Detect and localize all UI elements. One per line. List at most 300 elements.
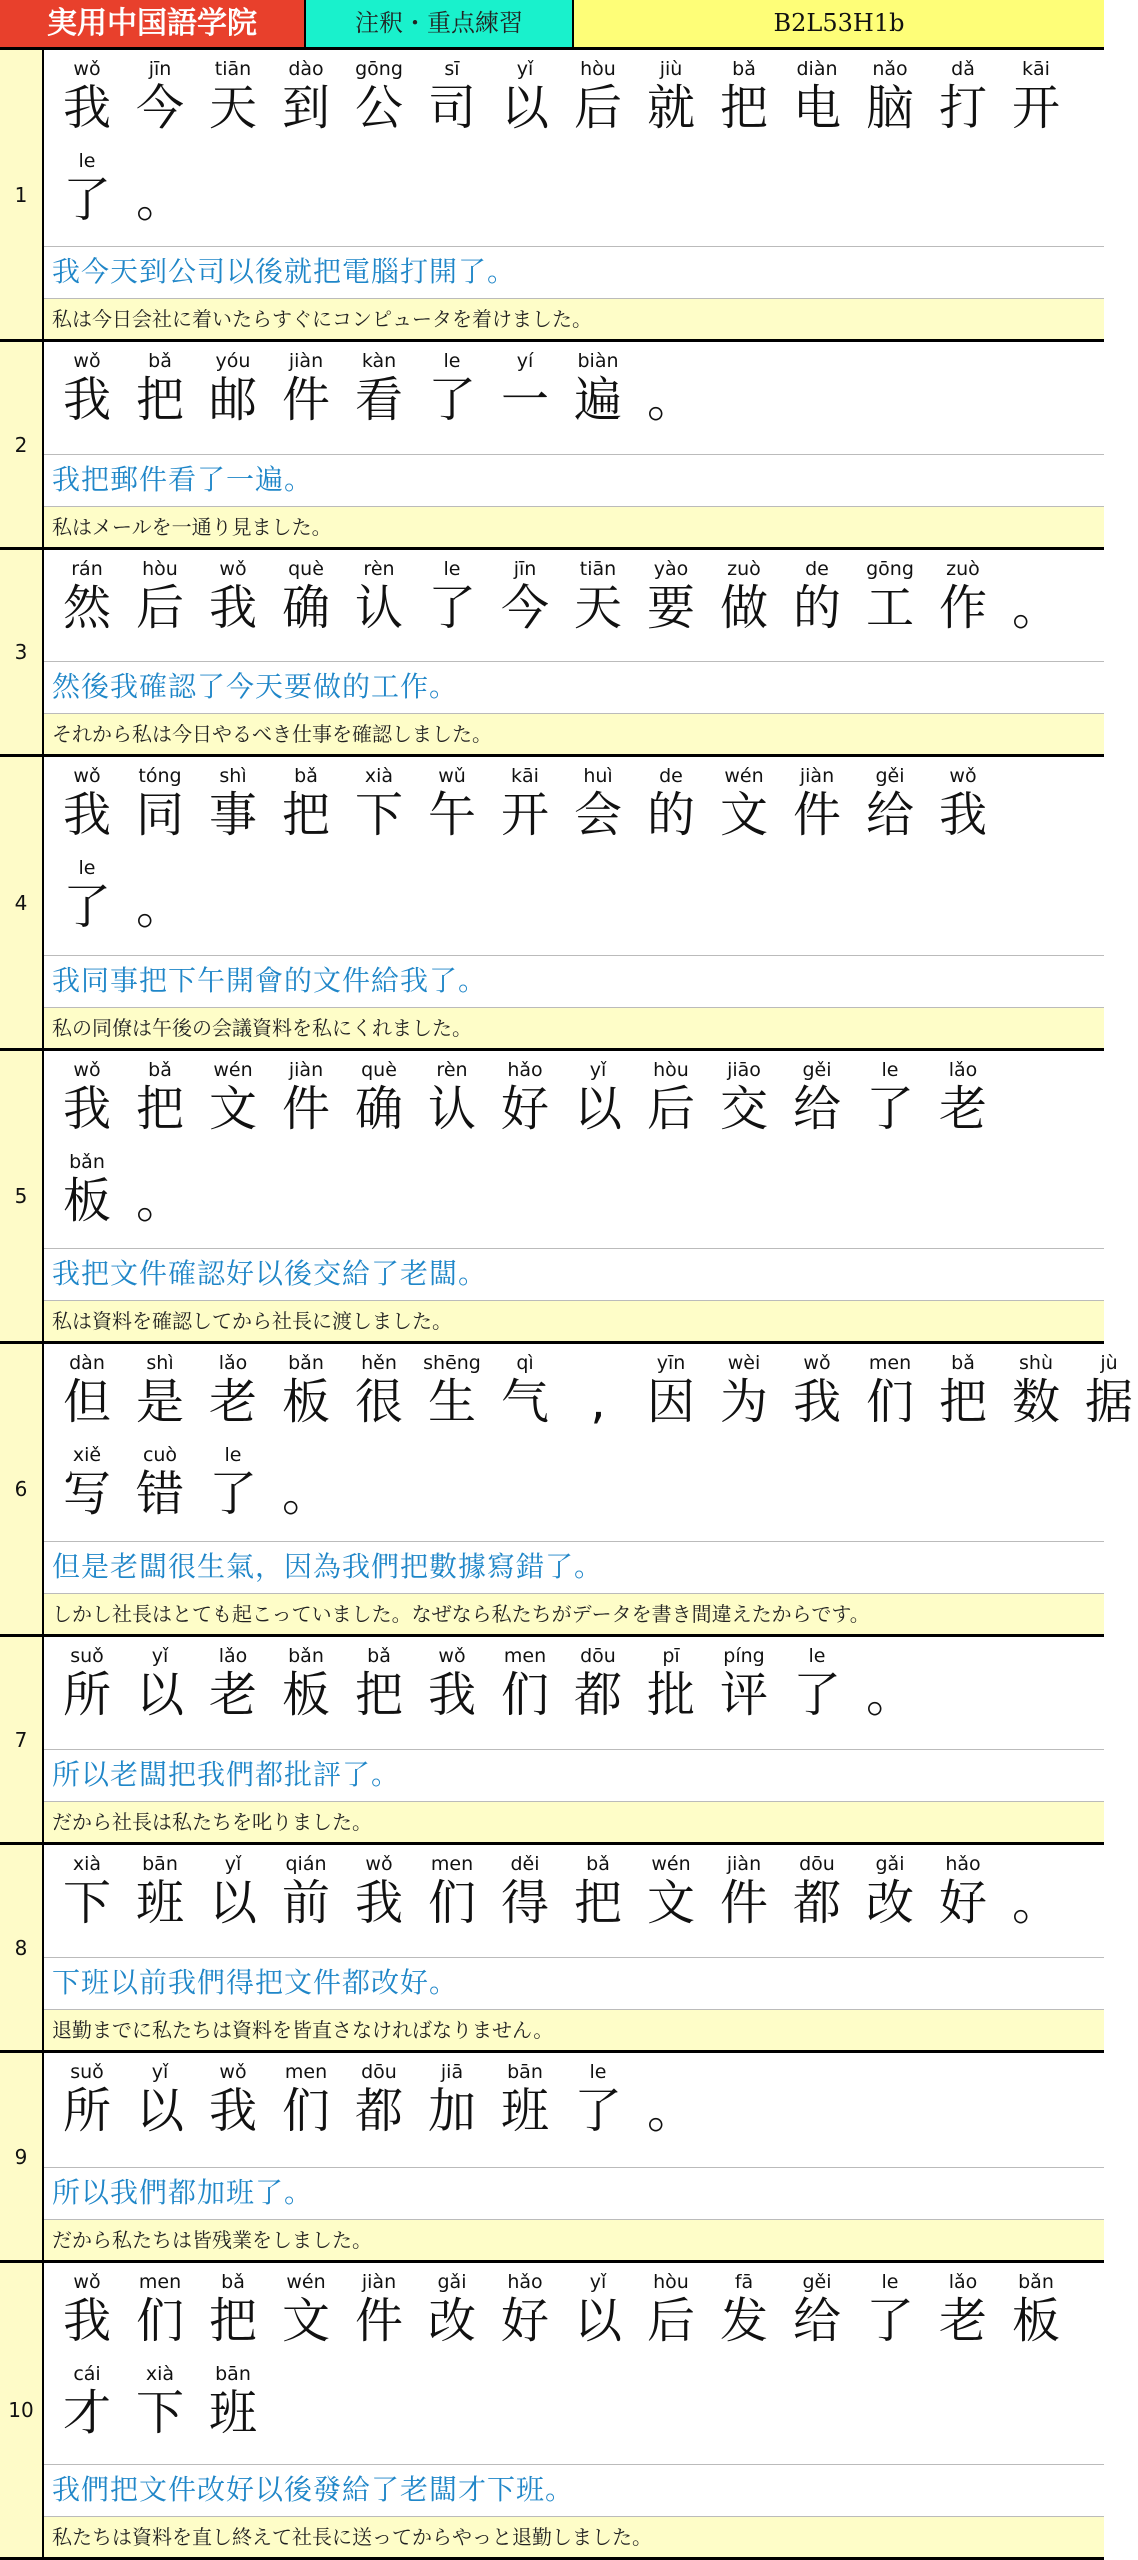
char-cell — [496, 56, 554, 148]
char-cell — [642, 556, 700, 648]
char-cell — [204, 348, 262, 440]
pinyin: le — [443, 350, 461, 372]
hanzi: 发 — [719, 2293, 768, 2349]
pinyin: xiě — [72, 1444, 102, 1466]
japanese-translation: 私の同僚は午後の会議資料を私にくれました。 — [44, 1007, 1104, 1048]
hanzi: 了 — [62, 172, 111, 228]
row-number: 5 — [0, 1051, 44, 1341]
pinyin: jiàn — [799, 765, 835, 787]
pinyin: fā — [734, 2271, 754, 2293]
hanzi: 。 — [135, 1173, 184, 1229]
char-cell — [277, 1442, 335, 1534]
hanzi: 都 — [792, 1875, 841, 1931]
hanzi: 评 — [719, 1667, 768, 1723]
char-cell — [131, 1057, 189, 1149]
hanzi: 都 — [573, 1667, 622, 1723]
pinyin: diàn — [796, 58, 838, 80]
char-cell — [569, 2269, 627, 2361]
char-cell — [204, 2361, 262, 2453]
pinyin: wǒ — [73, 58, 101, 80]
char-cell — [131, 1643, 189, 1735]
char-cell — [204, 1643, 262, 1735]
char-cell — [715, 2269, 773, 2361]
pinyin: gěi — [875, 765, 905, 787]
char-cell — [496, 556, 554, 648]
hanzi: 我 — [62, 372, 111, 428]
char-cell — [204, 556, 262, 648]
hanzi: 。 — [135, 879, 184, 935]
pinyin: wén — [213, 1059, 253, 1081]
char-cell — [788, 2269, 846, 2361]
hanzi: 加 — [427, 2083, 476, 2139]
char-cell — [423, 556, 481, 648]
char-cell — [715, 1851, 773, 1943]
char-cell — [204, 1350, 262, 1442]
pinyin: hòu — [580, 58, 616, 80]
hanzi: 交 — [719, 1081, 768, 1137]
pinyin: wǒ — [73, 2271, 101, 2293]
pinyin: xià — [364, 765, 394, 787]
hanzi: 了 — [792, 1667, 841, 1723]
char-cell — [58, 763, 116, 855]
char-cell — [423, 1057, 481, 1149]
japanese-translation: だから私たちは皆残業をしました。 — [44, 2219, 1104, 2260]
hanzi: 们 — [427, 1875, 476, 1931]
hanzi: 老 — [208, 1667, 257, 1723]
pinyin: gǎi — [437, 2271, 467, 2293]
pinyin: wǒ — [73, 1059, 101, 1081]
pinyin: què — [288, 558, 324, 580]
char-cell — [131, 2269, 189, 2361]
hanzi: 工 — [865, 580, 914, 636]
pinyin: hǎo — [507, 2271, 543, 2293]
hanzi: 的 — [792, 580, 841, 636]
char-cell — [934, 1057, 992, 1149]
japanese-translation: それから私は今日やるべき仕事を確認しました。 — [44, 713, 1104, 754]
pinyin: wǔ — [438, 765, 466, 787]
pinyin: le — [881, 2271, 899, 2293]
hanzi: 开 — [1011, 80, 1060, 136]
hanzi: 改 — [427, 2293, 476, 2349]
hanzi: 我 — [208, 2083, 257, 2139]
char-cell — [496, 1851, 554, 1943]
pinyin: hòu — [653, 1059, 689, 1081]
hanzi: 把 — [573, 1875, 622, 1931]
pinyin: dào — [288, 58, 324, 80]
hanzi: 到 — [281, 80, 330, 136]
hanzi: 我 — [938, 787, 987, 843]
hanzi: 文 — [208, 1081, 257, 1137]
pinyin: nǎo — [872, 58, 908, 80]
pinyin: bǎn — [288, 1352, 324, 1374]
char-cell — [496, 1057, 554, 1149]
char-cell — [569, 1057, 627, 1149]
row-number: 6 — [0, 1344, 44, 1634]
char-cell — [788, 1643, 846, 1735]
pinyin: dàn — [69, 1352, 105, 1374]
traditional-text: 我們把文件改好以後發給了老闆才下班。 — [44, 2464, 1104, 2516]
hanzi: 件 — [792, 787, 841, 843]
japanese-translation: 私は資料を確認してから社長に渡しました。 — [44, 1300, 1104, 1341]
hanzi-line — [58, 855, 1104, 947]
char-cell — [350, 1057, 408, 1149]
hanzi: 开 — [500, 787, 549, 843]
hanzi: 以 — [500, 80, 549, 136]
char-cell — [934, 1851, 992, 1943]
char-cell — [131, 556, 189, 648]
pinyin: lǎo — [948, 2271, 978, 2293]
pinyin: le — [78, 857, 96, 879]
char-cell — [642, 1643, 700, 1735]
pinyin: rán — [71, 558, 103, 580]
char-cell — [569, 348, 627, 440]
hanzi: 。 — [1011, 580, 1060, 636]
char-cell — [1007, 56, 1065, 148]
char-cell — [569, 1851, 627, 1943]
char-cell — [277, 2059, 335, 2151]
pinyin: lǎo — [218, 1645, 248, 1667]
hanzi: 们 — [865, 1374, 914, 1430]
hanzi: 下 — [135, 2385, 184, 2441]
char-cell — [861, 1057, 919, 1149]
hanzi: 班 — [208, 2385, 257, 2441]
pinyin: xià — [145, 2363, 175, 2385]
pinyin: wǒ — [73, 765, 101, 787]
pinyin: wǒ — [365, 1853, 393, 1875]
pinyin: xià — [72, 1853, 102, 1875]
hanzi: 以 — [135, 2083, 184, 2139]
char-cell — [350, 348, 408, 440]
hanzi: 了 — [865, 1081, 914, 1137]
char-cell — [204, 1057, 262, 1149]
hanzi: 后 — [646, 1081, 695, 1137]
hanzi: 文 — [281, 2293, 330, 2349]
japanese-translation: 私たちは資料を直し終えて社長に送ってからやっと退勤しました。 — [44, 2516, 1104, 2557]
char-cell — [569, 556, 627, 648]
sentence-row — [0, 1637, 1104, 1845]
pinyin: zuò — [946, 558, 980, 580]
char-cell — [58, 1442, 116, 1534]
hanzi: 都 — [354, 2083, 403, 2139]
pinyin: pī — [662, 1645, 680, 1667]
pinyin: jiàn — [726, 1853, 762, 1875]
char-cell — [642, 2059, 700, 2151]
hanzi: 今 — [135, 80, 184, 136]
hanzi: 事 — [208, 787, 257, 843]
char-cell — [350, 763, 408, 855]
pinyin: bǎ — [294, 765, 318, 787]
pinyin: de — [659, 765, 683, 787]
hanzi: 后 — [573, 80, 622, 136]
hanzi: 把 — [135, 1081, 184, 1137]
pinyin: hòu — [653, 2271, 689, 2293]
pinyin: yǐ — [516, 58, 534, 80]
hanzi: 老 — [938, 2293, 987, 2349]
japanese-translation: 私はメールを一通り見ました。 — [44, 506, 1104, 547]
char-cell — [131, 1442, 189, 1534]
hanzi: 文 — [646, 1875, 695, 1931]
section-label: 注釈・重点練習 — [306, 0, 574, 47]
hanzi: 公 — [354, 80, 403, 136]
pinyin: bǎ — [951, 1352, 975, 1374]
hanzi: 一 — [500, 372, 549, 428]
hanzi: 板 — [1011, 2293, 1060, 2349]
pinyin: shì — [219, 765, 247, 787]
sentence-row — [0, 342, 1104, 550]
hanzi: 板 — [281, 1374, 330, 1430]
pinyin: qián — [285, 1853, 327, 1875]
pinyin: wǒ — [803, 1352, 831, 1374]
hanzi-line — [58, 1350, 1133, 1442]
row-number: 2 — [0, 342, 44, 547]
char-cell — [204, 2269, 262, 2361]
pinyin: yǐ — [589, 2271, 607, 2293]
hanzi: 作 — [938, 580, 987, 636]
traditional-text: 我把郵件看了一遍。 — [44, 454, 1104, 506]
hanzi: 打 — [938, 80, 987, 136]
hanzi: 天 — [573, 580, 622, 636]
hanzi: 把 — [208, 2293, 257, 2349]
hanzi: 批 — [646, 1667, 695, 1723]
char-cell — [350, 1350, 408, 1442]
pinyin: què — [361, 1059, 397, 1081]
hanzi-line — [58, 2269, 1104, 2361]
hanzi-line — [58, 1851, 1104, 1943]
hanzi-line — [58, 348, 1104, 440]
char-cell — [788, 56, 846, 148]
hanzi: 把 — [719, 80, 768, 136]
char-cell — [58, 1057, 116, 1149]
char-cell — [131, 2361, 189, 2453]
pinyin: dōu — [361, 2061, 397, 2083]
hanzi: 遍 — [573, 372, 622, 428]
traditional-text: 然後我確認了今天要做的工作。 — [44, 661, 1104, 713]
pinyin: gěi — [802, 1059, 832, 1081]
hanzi-line — [58, 2361, 1104, 2453]
hanzi: 以 — [573, 2293, 622, 2349]
hanzi: 我 — [62, 1081, 111, 1137]
char-cell — [788, 556, 846, 648]
hanzi: 文 — [719, 787, 768, 843]
pinyin: yǐ — [224, 1853, 242, 1875]
pinyin: men — [138, 2271, 182, 2293]
char-cell — [131, 1149, 189, 1241]
char-cell — [277, 1851, 335, 1943]
hanzi: 要 — [646, 580, 695, 636]
char-cell — [642, 1350, 700, 1442]
hanzi: 认 — [354, 580, 403, 636]
pinyin: dǎ — [951, 58, 975, 80]
hanzi: 今 — [500, 580, 549, 636]
pinyin: wén — [724, 765, 764, 787]
pinyin: men — [284, 2061, 328, 2083]
hanzi: 。 — [135, 172, 184, 228]
hanzi: 了 — [208, 1466, 257, 1522]
pinyin: tóng — [138, 765, 182, 787]
char-cell — [423, 1350, 481, 1442]
hanzi: 邮 — [208, 372, 257, 428]
pinyin: hěn — [361, 1352, 397, 1374]
pinyin: wǒ — [219, 558, 247, 580]
pinyin: jiāo — [727, 1059, 761, 1081]
pinyin: yí — [516, 350, 534, 372]
pinyin: kàn — [361, 350, 397, 372]
char-cell — [423, 56, 481, 148]
hanzi: 把 — [281, 787, 330, 843]
pinyin: shì — [146, 1352, 174, 1374]
char-cell — [715, 556, 773, 648]
char-cell — [788, 763, 846, 855]
pinyin: bān — [507, 2061, 543, 2083]
hanzi: 生 — [427, 1374, 476, 1430]
char-cell — [1007, 1851, 1065, 1943]
hanzi: 。 — [281, 1466, 330, 1522]
char-cell — [58, 56, 116, 148]
pinyin: shēng — [423, 1352, 481, 1374]
hanzi: 然 — [62, 580, 111, 636]
pinyin: de — [805, 558, 829, 580]
hanzi: 给 — [792, 1081, 841, 1137]
pinyin: jiàn — [288, 350, 324, 372]
hanzi: 确 — [281, 580, 330, 636]
char-cell — [861, 2269, 919, 2361]
hanzi: 的 — [646, 787, 695, 843]
pinyin: wǒ — [73, 350, 101, 372]
header-bar — [0, 0, 1104, 50]
char-cell — [58, 148, 116, 240]
char-cell — [861, 763, 919, 855]
pinyin: děi — [510, 1853, 540, 1875]
pinyin: dōu — [799, 1853, 835, 1875]
char-cell — [496, 1350, 554, 1442]
japanese-translation: 退勤までに私たちは資料を皆直さなければなりません。 — [44, 2009, 1104, 2050]
char-cell — [496, 763, 554, 855]
char-cell — [715, 1350, 773, 1442]
pinyin: bǎ — [732, 58, 756, 80]
traditional-text: 我今天到公司以後就把電腦打開了。 — [44, 246, 1104, 298]
pinyin: cái — [73, 2363, 101, 2385]
row-number: 10 — [0, 2263, 44, 2557]
hanzi: 天 — [208, 80, 257, 136]
hanzi: 电 — [792, 80, 841, 136]
pinyin: yào — [653, 558, 689, 580]
hanzi-line — [58, 56, 1104, 148]
pinyin: bǎ — [221, 2271, 245, 2293]
hanzi: 把 — [135, 372, 184, 428]
char-cell — [934, 763, 992, 855]
char-cell — [642, 763, 700, 855]
char-cell — [1080, 1350, 1138, 1442]
pinyin: kāi — [511, 765, 539, 787]
hanzi: 所 — [62, 2083, 111, 2139]
pinyin: cuò — [142, 1444, 178, 1466]
row-number: 4 — [0, 757, 44, 1048]
japanese-translation: だから社長は私たちを叱りました。 — [44, 1801, 1104, 1842]
hanzi: 数 — [1011, 1374, 1060, 1430]
hanzi: 老 — [208, 1374, 257, 1430]
pinyin: sī — [444, 58, 460, 80]
pinyin: shù — [1019, 1352, 1053, 1374]
char-cell — [204, 1851, 262, 1943]
hanzi: 以 — [135, 1667, 184, 1723]
pinyin: bǎ — [148, 350, 172, 372]
char-cell — [204, 763, 262, 855]
hanzi: 。 — [1011, 1875, 1060, 1931]
char-cell — [788, 1350, 846, 1442]
sentence-row — [0, 2263, 1104, 2560]
char-cell — [58, 1851, 116, 1943]
pinyin: gěi — [802, 2271, 832, 2293]
hanzi: 以 — [573, 1081, 622, 1137]
char-cell — [934, 556, 992, 648]
char-cell — [715, 56, 773, 148]
hanzi: 我 — [62, 80, 111, 136]
pinyin: le — [443, 558, 461, 580]
char-cell — [496, 2269, 554, 2361]
pinyin: tiān — [214, 58, 252, 80]
char-cell — [788, 1851, 846, 1943]
char-cell — [642, 2269, 700, 2361]
char-cell — [277, 2269, 335, 2361]
hanzi: 了 — [865, 2293, 914, 2349]
char-cell — [131, 1350, 189, 1442]
pinyin: men — [503, 1645, 547, 1667]
char-cell — [715, 1057, 773, 1149]
char-cell — [58, 1643, 116, 1735]
hanzi: 所 — [62, 1667, 111, 1723]
hanzi: , — [590, 1374, 606, 1430]
char-cell — [861, 56, 919, 148]
pinyin: hǎo — [507, 1059, 543, 1081]
hanzi-line — [58, 1442, 1104, 1534]
pinyin: bǎn — [69, 1151, 105, 1173]
pinyin: biàn — [577, 350, 619, 372]
char-cell — [204, 56, 262, 148]
char-cell — [642, 1851, 700, 1943]
hanzi: 是 — [135, 1374, 184, 1430]
char-cell — [569, 2059, 627, 2151]
sentence-row — [0, 1051, 1104, 1344]
char-cell — [204, 2059, 262, 2151]
char-cell — [1007, 1350, 1065, 1442]
pinyin: le — [881, 1059, 899, 1081]
char-cell — [569, 1643, 627, 1735]
pinyin: rèn — [436, 1059, 468, 1081]
hanzi-line — [58, 1057, 1104, 1149]
char-cell — [277, 56, 335, 148]
char-cell — [569, 1350, 627, 1442]
hanzi: 们 — [500, 1667, 549, 1723]
hanzi: 写 — [62, 1466, 111, 1522]
char-cell — [131, 855, 189, 947]
hanzi-line — [58, 1149, 1104, 1241]
row-number: 1 — [0, 50, 44, 339]
char-cell — [1007, 556, 1065, 648]
hanzi: 们 — [135, 2293, 184, 2349]
pinyin: bǎ — [148, 1059, 172, 1081]
char-cell — [715, 763, 773, 855]
row-number: 3 — [0, 550, 44, 754]
hanzi: 给 — [792, 2293, 841, 2349]
row-number: 7 — [0, 1637, 44, 1842]
pinyin: yóu — [215, 350, 251, 372]
char-cell — [350, 2269, 408, 2361]
char-cell — [277, 556, 335, 648]
pinyin: jīn — [513, 558, 537, 580]
char-cell — [204, 1442, 262, 1534]
pinyin: jiù — [659, 58, 683, 80]
pinyin: le — [78, 150, 96, 172]
